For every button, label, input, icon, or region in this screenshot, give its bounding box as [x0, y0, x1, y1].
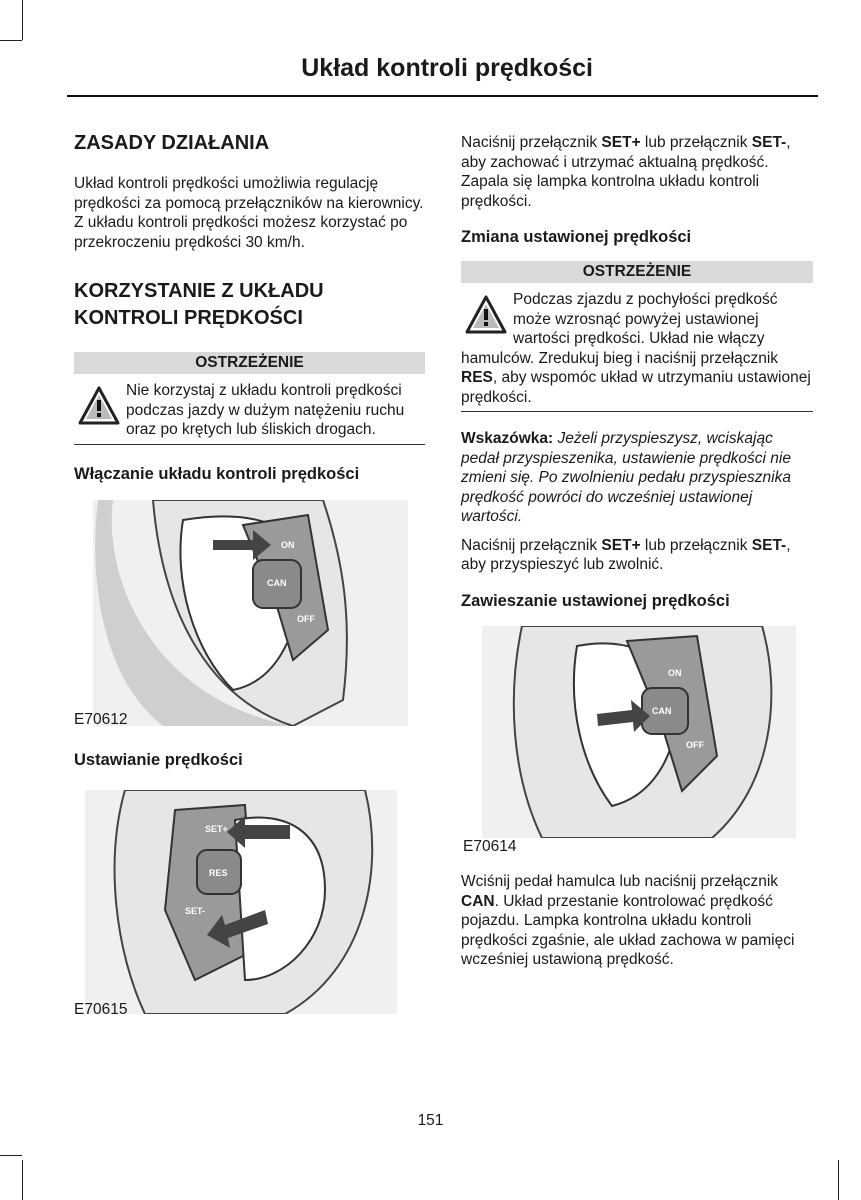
steering-wheel-illustration [93, 500, 408, 726]
steering-wheel-figure-can [482, 626, 796, 838]
warning-text: Nie korzystaj z układu kontroli prędkości podczas jazdy w dużym natężeniu ruchu oraz po krętych lub śliskich drogach. [126, 382, 405, 438]
crop-mark [22, 0, 23, 40]
paragraph-suspend: Wciśnij pedał hamulca lub naciśnij przełącznik CAN. Układ przestanie kontrolować prędkość pojazdu. Lampka kontrolna układu kontroli prędkości zgaśnie, ale układ zachowa w pamięci wcześniej ustawioną prędkość. [461, 873, 795, 968]
warning-triangle-icon [78, 385, 120, 427]
figure-label-1: E70612 [74, 711, 128, 728]
left-column [74, 130, 425, 484]
switch-label-set-plus: SET+ [205, 824, 228, 834]
crop-mark [838, 1160, 839, 1200]
note-paragraph: Wskazówka: Jeżeli przyspieszysz, wciskając pedał przyspieszenika, ustawienie prędkości nie zmieni się. Po zwolnieniu pedału przyspiesznika prędkość powróci do wcześniej ustawionej wartości. [461, 430, 791, 525]
heading-set: Ustawianie prędkości [74, 751, 243, 769]
warning-box-right [461, 261, 813, 412]
steering-wheel-figure-set [85, 790, 397, 1014]
switch-label-off: OFF [686, 740, 704, 750]
switch-label-on: ON [281, 540, 295, 550]
figure-label-2: E70615 [74, 1001, 128, 1018]
warning-triangle-icon [465, 294, 507, 336]
title-rule [67, 95, 818, 97]
warning-label-right: OSTRZEŻENIE [461, 261, 813, 283]
page-number: 151 [417, 1112, 444, 1129]
right-column [461, 133, 813, 611]
switch-label-res: RES [209, 868, 228, 878]
paragraph-principles: Układ kontroli prędkości umożliwia regulację prędkości za pomocą przełączników na kierownicy. Z układu kontroli prędkości możesz korzystać po przekroczeniu prędkości 30 km/h. [74, 175, 424, 251]
heading-change: Zmiana ustawionej prędkości [461, 228, 692, 246]
heading-principles: ZASADY DZIAŁANIA [74, 132, 270, 154]
warning-label: OSTRZEŻENIE [74, 352, 425, 374]
heading-using-1: KORZYSTANIE Z UKŁADU [74, 280, 324, 302]
figure-label-3: E70614 [463, 838, 517, 855]
steering-wheel-illustration [482, 626, 796, 838]
crop-mark [0, 40, 22, 41]
switch-label-on: ON [668, 668, 682, 678]
steering-wheel-figure-on [93, 500, 408, 726]
steering-wheel-illustration [85, 790, 397, 1014]
crop-mark [0, 1155, 22, 1156]
paragraph-adjust: Naciśnij przełącznik SET+ lub przełącznik SET-, aby przyspieszyć lub zwolnić. [461, 536, 791, 573]
crop-mark [22, 1160, 23, 1200]
switch-label-off: OFF [297, 614, 315, 624]
paragraph-set-store: Naciśnij przełącznik SET+ lub przełącznik SET-, aby zachować i utrzymać aktualną prędkość. Zapala się lampka kontrolna układu kontroli prędkości. [461, 134, 791, 210]
page-title: Układ kontroli prędkości [301, 54, 593, 82]
heading-using-2: KONTROLI PRĘDKOŚCI [74, 307, 303, 329]
warning-text-right: Podczas zjazdu z pochyłości prędkość może wzrosnąć powyżej ustawionej wartości prędkości. Układ nie włączy hamulców. Zredukuj bieg i naciśnij przełącznik RES, aby wspomóc układ w utrzymaniu ustawionej prędkości. [461, 291, 811, 406]
heading-enable: Włączanie układu kontroli prędkości [74, 464, 360, 483]
heading-suspend: Zawieszanie ustawionej prędkości [461, 591, 730, 610]
switch-label-can: CAN [652, 706, 672, 716]
warning-box [74, 352, 425, 445]
switch-label-set-minus: SET- [185, 906, 206, 916]
switch-label-can: CAN [267, 578, 287, 588]
